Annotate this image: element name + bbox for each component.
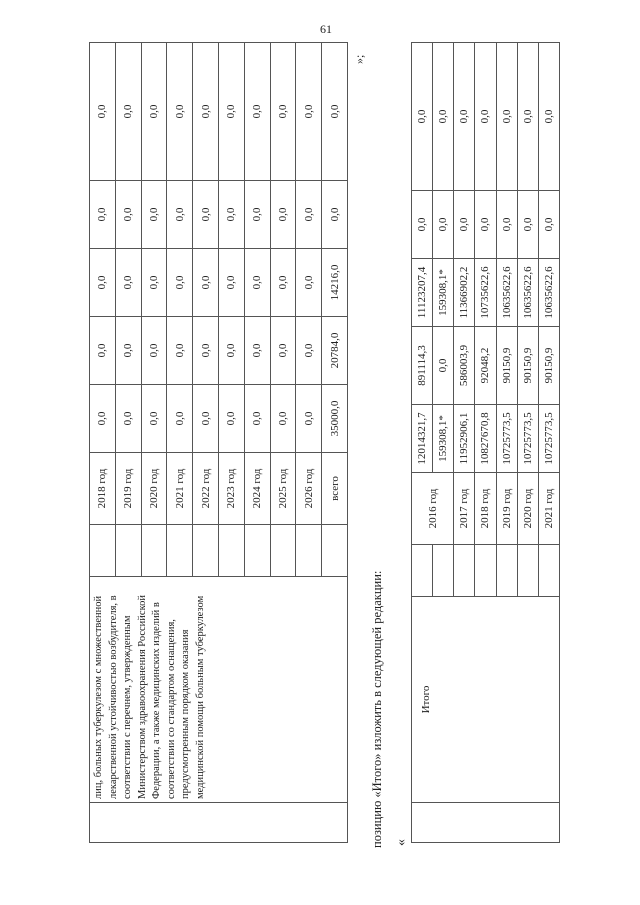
table1-blank-cell bbox=[322, 525, 348, 577]
table1-value: 0,0 bbox=[115, 385, 141, 453]
table2-value: 10635622,6 bbox=[538, 259, 559, 327]
table2-value: 90150,9 bbox=[517, 327, 538, 405]
table1-value: 0,0 bbox=[322, 43, 348, 181]
table2-value: 10725773,5 bbox=[517, 405, 538, 473]
table2-value: 10635622,6 bbox=[496, 259, 517, 327]
table1-value: 0,0 bbox=[244, 249, 270, 317]
table2-value: 10725773,5 bbox=[496, 405, 517, 473]
table2-value: 0,0 bbox=[496, 191, 517, 259]
table2-value: 0,0 bbox=[517, 191, 538, 259]
table1-description: лиц, больных туберкулезом с множественной лекарственной устойчивостью возбудителя, в соответствии с перечнем, утвержденным Министерством здравоохранения Российской Федерации, а также медицинских изделий в соответствии со стандартом оснащения, предусмотренным порядком оказания медицинской помощи больным туберкулезом bbox=[90, 577, 348, 803]
table1-value: 0,0 bbox=[193, 249, 219, 317]
table2-value: 90150,9 bbox=[496, 327, 517, 405]
table1-value: 0,0 bbox=[167, 385, 193, 453]
table1-value: 0,0 bbox=[218, 317, 244, 385]
table2-blank-cell bbox=[454, 545, 475, 597]
table2-year: 2020 год bbox=[517, 473, 538, 545]
page-number: 61 bbox=[320, 22, 332, 36]
table1-value: 0,0 bbox=[218, 43, 244, 181]
table1-year: 2019 год bbox=[115, 453, 141, 525]
table2-value: 11123207,4 bbox=[412, 259, 433, 327]
table1-container bbox=[89, 42, 348, 843]
table1-blank-cell bbox=[244, 525, 270, 577]
table2-value: 0,0 bbox=[433, 327, 454, 405]
table1-value: 35000,0 bbox=[322, 385, 348, 453]
table1-value: 0,0 bbox=[193, 181, 219, 249]
table1-value: 0,0 bbox=[296, 249, 322, 317]
table1-value: 0,0 bbox=[167, 249, 193, 317]
table2-value: 0,0 bbox=[454, 43, 475, 191]
table1-blank-cell bbox=[296, 525, 322, 577]
table1-blank-cell bbox=[270, 525, 296, 577]
table1-year: 2024 год bbox=[244, 453, 270, 525]
table2-row bbox=[412, 43, 433, 843]
table1-value: 0,0 bbox=[115, 249, 141, 317]
table2-value: 0,0 bbox=[433, 191, 454, 259]
table2-blank-cell bbox=[412, 545, 433, 597]
table1-year: 2020 год bbox=[141, 453, 167, 525]
table2-empty-cell bbox=[412, 803, 560, 843]
table1-value: 0,0 bbox=[141, 249, 167, 317]
table1-value: 0,0 bbox=[296, 317, 322, 385]
table1-value: 0,0 bbox=[193, 385, 219, 453]
table1-empty-cell bbox=[90, 803, 348, 843]
table2-value: 11366902,2 bbox=[454, 259, 475, 327]
table2-container bbox=[411, 42, 560, 843]
table1-value: 0,0 bbox=[270, 249, 296, 317]
table1-value: 0,0 bbox=[244, 385, 270, 453]
table1-value: 0,0 bbox=[90, 43, 116, 181]
table1-value: 0,0 bbox=[141, 181, 167, 249]
table1-value: 0,0 bbox=[90, 317, 116, 385]
table1-row bbox=[90, 43, 116, 843]
table2-year: 2018 год bbox=[475, 473, 496, 545]
table1-value: 0,0 bbox=[270, 181, 296, 249]
table1-year: 2022 год bbox=[193, 453, 219, 525]
table2-value: 0,0 bbox=[496, 43, 517, 191]
table1-value: 0,0 bbox=[115, 43, 141, 181]
table1-value: 0,0 bbox=[218, 249, 244, 317]
table1-value: 0,0 bbox=[244, 43, 270, 181]
table2 bbox=[411, 42, 560, 843]
table2-value: 0,0 bbox=[538, 191, 559, 259]
table1-blank-cell bbox=[141, 525, 167, 577]
table2-blank-cell bbox=[433, 545, 454, 597]
table2-value: 11952906,1 bbox=[454, 405, 475, 473]
table1-value: 0,0 bbox=[115, 317, 141, 385]
table1-value: 0,0 bbox=[244, 181, 270, 249]
table2-value: 10635622,6 bbox=[517, 259, 538, 327]
table1-blank-cell bbox=[115, 525, 141, 577]
table1-value: 0,0 bbox=[167, 43, 193, 181]
table1-value: 0,0 bbox=[322, 181, 348, 249]
table2-value: 10827670,8 bbox=[475, 405, 496, 473]
instruction-sentence: позицию «Итого» изложить в следующей редакции: bbox=[370, 570, 384, 848]
table1-value: 0,0 bbox=[193, 317, 219, 385]
table2-year: 2017 год bbox=[454, 473, 475, 545]
table2-blank-cell bbox=[475, 545, 496, 597]
table2-year: 2016 год bbox=[412, 473, 454, 545]
table2-value: 0,0 bbox=[412, 43, 433, 191]
table1-year: 2026 год bbox=[296, 453, 322, 525]
table2-blank-cell bbox=[496, 545, 517, 597]
table1-value: 0,0 bbox=[296, 385, 322, 453]
table1-value: 0,0 bbox=[90, 385, 116, 453]
table1-value: 0,0 bbox=[218, 181, 244, 249]
table2-value: 159308,1* bbox=[433, 405, 454, 473]
closing-mark: »; bbox=[352, 54, 366, 64]
table1-value: 0,0 bbox=[218, 385, 244, 453]
table1-value: 0,0 bbox=[90, 181, 116, 249]
table1-value: 0,0 bbox=[141, 385, 167, 453]
table2-blank-cell bbox=[538, 545, 559, 597]
table1-value: 0,0 bbox=[270, 385, 296, 453]
table1-value: 0,0 bbox=[115, 181, 141, 249]
table2-value: 586003,9 bbox=[454, 327, 475, 405]
table2-value: 0,0 bbox=[475, 43, 496, 191]
table2-value: 159308,1* bbox=[433, 259, 454, 327]
table1-blank-cell bbox=[193, 525, 219, 577]
table2-value: 0,0 bbox=[475, 191, 496, 259]
table1 bbox=[89, 42, 348, 843]
table2-value: 90150,9 bbox=[538, 327, 559, 405]
table1-blank-cell bbox=[167, 525, 193, 577]
table2-year: 2021 год bbox=[538, 473, 559, 545]
table2-value: 0,0 bbox=[538, 43, 559, 191]
table2-value: 0,0 bbox=[433, 43, 454, 191]
table2-label: Итого bbox=[412, 597, 560, 803]
table2-value: 10735622,6 bbox=[475, 259, 496, 327]
table1-year: 2018 год bbox=[90, 453, 116, 525]
table2-blank-cell bbox=[517, 545, 538, 597]
table1-value: 0,0 bbox=[167, 317, 193, 385]
table1-value: 0,0 bbox=[296, 181, 322, 249]
table1-value: 0,0 bbox=[270, 43, 296, 181]
table1-year: 2023 год bbox=[218, 453, 244, 525]
table1-value: 0,0 bbox=[141, 317, 167, 385]
table1-year: 2025 год bbox=[270, 453, 296, 525]
table2-value: 92048,2 bbox=[475, 327, 496, 405]
table2-year: 2019 год bbox=[496, 473, 517, 545]
table2-value: 10725773,5 bbox=[538, 405, 559, 473]
table1-value: 14216,0 bbox=[322, 249, 348, 317]
table1-year: всего bbox=[322, 453, 348, 525]
table1-value: 20784,0 bbox=[322, 317, 348, 385]
opening-quote: « bbox=[394, 839, 409, 846]
table1-value: 0,0 bbox=[90, 249, 116, 317]
table1-value: 0,0 bbox=[167, 181, 193, 249]
table1-value: 0,0 bbox=[141, 43, 167, 181]
table1-blank-cell bbox=[218, 525, 244, 577]
table2-value: 0,0 bbox=[454, 191, 475, 259]
table1-year: 2021 год bbox=[167, 453, 193, 525]
table2-value: 0,0 bbox=[517, 43, 538, 191]
table1-value: 0,0 bbox=[270, 317, 296, 385]
table2-value: 12014321,7 bbox=[412, 405, 433, 473]
table1-value: 0,0 bbox=[296, 43, 322, 181]
table2-value: 891114,3 bbox=[412, 327, 433, 405]
table2-value: 0,0 bbox=[412, 191, 433, 259]
table1-blank-cell bbox=[90, 525, 116, 577]
table1-value: 0,0 bbox=[193, 43, 219, 181]
table1-value: 0,0 bbox=[244, 317, 270, 385]
